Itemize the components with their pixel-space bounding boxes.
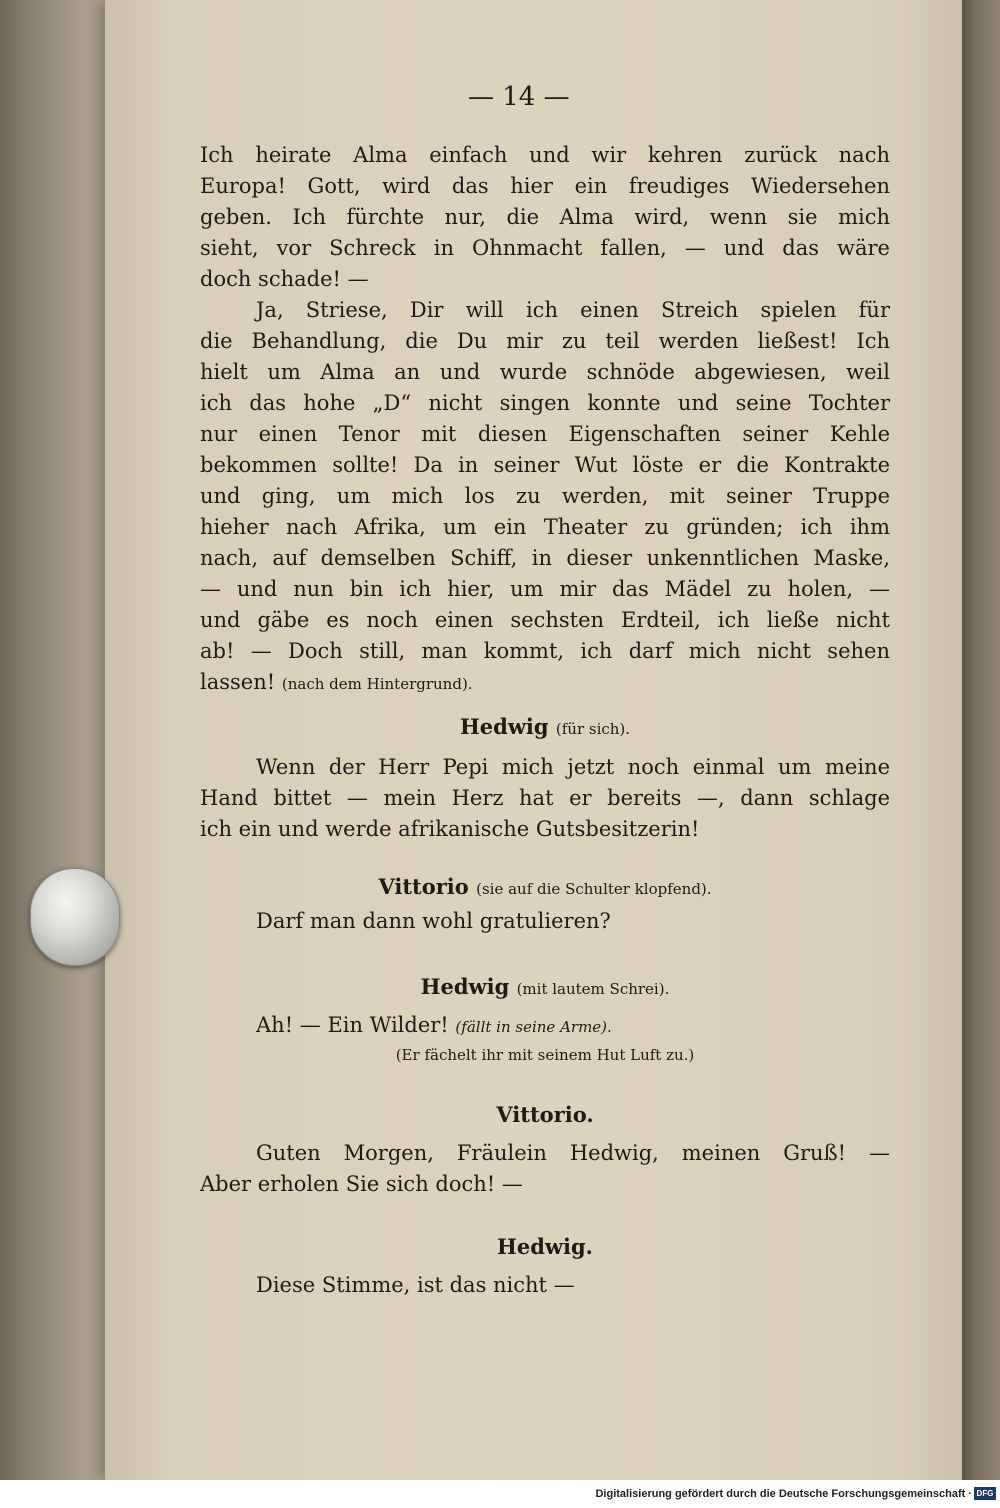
text-line: sieht, vor Schreck in Ohnmacht fallen, — und das wäre <box>200 236 890 260</box>
text-line: Diese Stimme, ist das nicht — <box>256 1273 575 1297</box>
stage-direction: (mit lautem Schrei). <box>516 980 670 998</box>
speaker-heading: Vittorio. <box>496 1102 594 1127</box>
speaker-heading <box>200 872 890 904</box>
speaker-name: Hedwig <box>459 714 549 739</box>
dfg-logo: DFG <box>974 1487 996 1500</box>
book-spine <box>962 0 1000 1480</box>
text-line: nur einen Tenor mit diesen Eigenschaften seiner Kehle <box>200 422 890 446</box>
text-line: hielt um Alma an und wurde schnöde abgewiesen, weil <box>200 360 890 384</box>
page-clip <box>30 868 120 966</box>
stage-direction: (für sich). <box>555 720 631 738</box>
text-line: bekommen sollte! Da in seiner Wut löste er die Kontrakte <box>200 453 890 477</box>
text-line: und ging, um mich los zu werden, mit seiner Truppe <box>200 484 890 508</box>
text-fragment: Ah! — Ein Wilder! <box>256 1013 449 1037</box>
text-line: Hand bittet — mein Herz hat er bereits —, dann schlage <box>200 786 890 810</box>
text-line: Darf man dann wohl gratulieren? <box>256 909 611 933</box>
text-line: Wenn der Herr Pepi mich jetzt noch einmal um meine <box>256 755 890 779</box>
text-line <box>200 667 890 699</box>
stage-direction: (nach dem Hintergrund). <box>281 675 473 693</box>
text-line: ich ein und werde afrikanische Gutsbesitzerin! <box>200 817 700 841</box>
text-line: ich das hohe „D“ nicht singen konnte und seine Tochter <box>200 391 890 415</box>
text-line: doch schade! — <box>200 267 369 291</box>
text-line: — und nun bin ich hier, um mir das Mädel zu holen, — <box>200 577 890 601</box>
text-line: Europa! Gott, wird das hier ein freudiges Wiedersehen <box>200 174 890 198</box>
text-line: Aber erholen Sie sich doch! — <box>200 1172 523 1196</box>
text-line: Ich heirate Alma einfach und wir kehren zurück nach <box>200 143 890 167</box>
stage-direction: (sie auf die Schulter klopfend). <box>476 880 712 898</box>
text-line: Ja, Striese, Dir will ich einen Streich spielen für <box>256 298 890 322</box>
speaker-heading <box>200 712 890 744</box>
text-line: und gäbe es noch einen sechsten Erdteil, ich ließe nicht <box>200 608 890 632</box>
stage-direction: (Er fächelt ihr mit seinem Hut Luft zu.) <box>395 1046 695 1064</box>
text-line: geben. Ich fürchte nur, die Alma wird, wenn sie mich <box>200 205 890 229</box>
speaker-name: Vittorio <box>378 874 469 899</box>
text-line: ab! — Doch still, man kommt, ich darf mich nicht sehen <box>200 639 890 663</box>
text-fragment: lassen! <box>200 670 276 694</box>
text-line <box>200 1010 890 1042</box>
speaker-heading: Hedwig. <box>497 1234 593 1259</box>
stage-direction: (fällt in seine Arme). <box>455 1018 612 1036</box>
speaker-heading <box>200 972 890 1004</box>
text-line: hieher nach Afrika, um ein Theater zu gründen; ich ihm <box>200 515 890 539</box>
funding-notice: Digitalisierung gefördert durch die Deutsche Forschungsgemeinschaft · <box>595 1488 972 1500</box>
page-number: — 14 — <box>468 82 570 112</box>
speaker-name: Hedwig <box>420 974 510 999</box>
text-line: Guten Morgen, Fräulein Hedwig, meinen Gruß! — <box>256 1141 890 1165</box>
text-line: nach, auf demselben Schiff, in dieser unkenntlichen Maske, <box>200 546 890 570</box>
text-line: die Behandlung, die Du mir zu teil werden ließest! Ich <box>200 329 890 353</box>
